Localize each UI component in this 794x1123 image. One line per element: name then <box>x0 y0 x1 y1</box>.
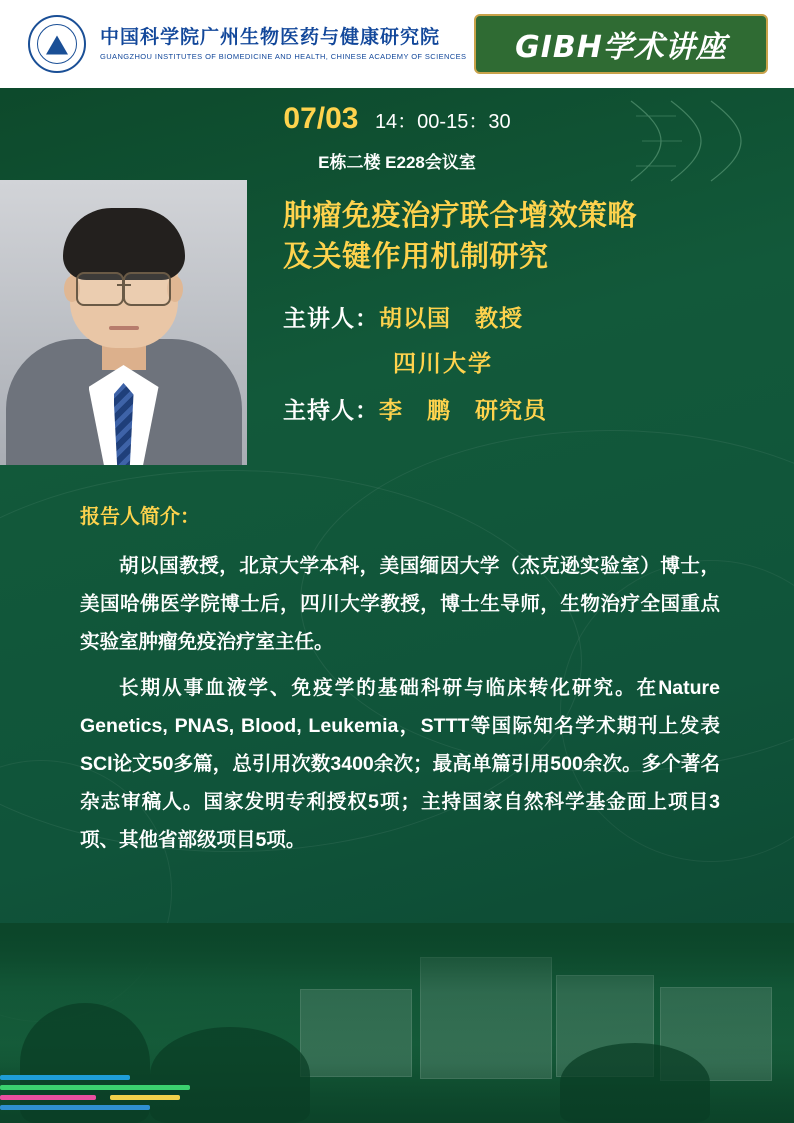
event-datetime-band <box>0 88 794 180</box>
poster-header <box>0 0 794 88</box>
talk-info-block <box>247 180 794 465</box>
speaker-name: 胡以国 教授 <box>379 305 523 332</box>
bio-heading: 报告人简介： <box>80 506 200 528</box>
portrait-hair <box>63 208 185 280</box>
speaker-line <box>283 300 776 333</box>
host-label: 主持人： <box>283 397 379 424</box>
color-bar-5 <box>0 1105 150 1110</box>
portrait-tie <box>114 383 134 465</box>
event-date: 07/03 <box>283 102 359 135</box>
color-bar-2 <box>0 1085 190 1090</box>
portrait-glasses-left <box>76 272 124 306</box>
color-bar-1 <box>0 1075 130 1080</box>
speaker-portrait <box>0 180 247 465</box>
speaker-label: 主讲人： <box>283 305 379 332</box>
institute-emblem-icon <box>28 15 86 73</box>
portrait-glasses-bridge <box>117 284 131 286</box>
talk-title-line-1: 肿瘤免疫治疗联合增效策略 <box>283 200 638 232</box>
color-bar-3 <box>0 1095 96 1100</box>
institute-name-cn: 中国科学院广州生物医药与健康研究院 <box>100 25 441 48</box>
speaker-affiliation: 四川大学 <box>393 350 493 377</box>
portrait-mouth <box>109 326 139 330</box>
portrait-glasses-right <box>123 272 171 306</box>
event-datetime-row <box>0 102 794 136</box>
lecture-series-badge-label: GIBH学术讲座 <box>515 30 727 65</box>
lecture-series-badge <box>474 14 768 74</box>
color-bar-decor <box>0 1075 260 1109</box>
event-venue: E栋二楼 E228会议室 <box>318 153 476 172</box>
event-time: 14：00-15：30 <box>374 110 511 133</box>
institute-name-en: GUANGZHOU INSTITUTES OF BIOMEDICINE AND HEALTH, CHINESE ACADEMY OF SCIENCES <box>100 51 467 61</box>
host-name: 李 鹏 研究员 <box>379 397 547 424</box>
talk-title <box>283 196 776 278</box>
institute-logo <box>28 15 466 73</box>
bio-paragraph-1: 胡以国教授，北京大学本科，美国缅因大学（杰克逊实验室）博士，美国哈佛医学院博士后，四川大学教授，博士生导师，生物治疗全国重点实验室肿瘤免疫治疗室主任。 <box>80 555 720 654</box>
bio-paragraph-2: 长期从事血液学、免疫学的基础科研与临床转化研究。在Nature Genetics, PNAS, Blood, Leukemia，STTT等国际知名学术期刊上发表SCI论文50多篇，总引用次数3400余次；最高单篇引用500余次。多个著名杂志审稿人。国家发明专利授权5项；主持国家自然科学基金面上项目3项、其他省部级项目5项。 <box>80 677 720 852</box>
host-line <box>283 392 776 425</box>
color-bar-4 <box>110 1095 180 1100</box>
institute-name-block <box>100 27 466 61</box>
talk-title-line-2: 及关键作用机制研究 <box>283 241 549 274</box>
speaker-bio-section <box>0 500 794 867</box>
